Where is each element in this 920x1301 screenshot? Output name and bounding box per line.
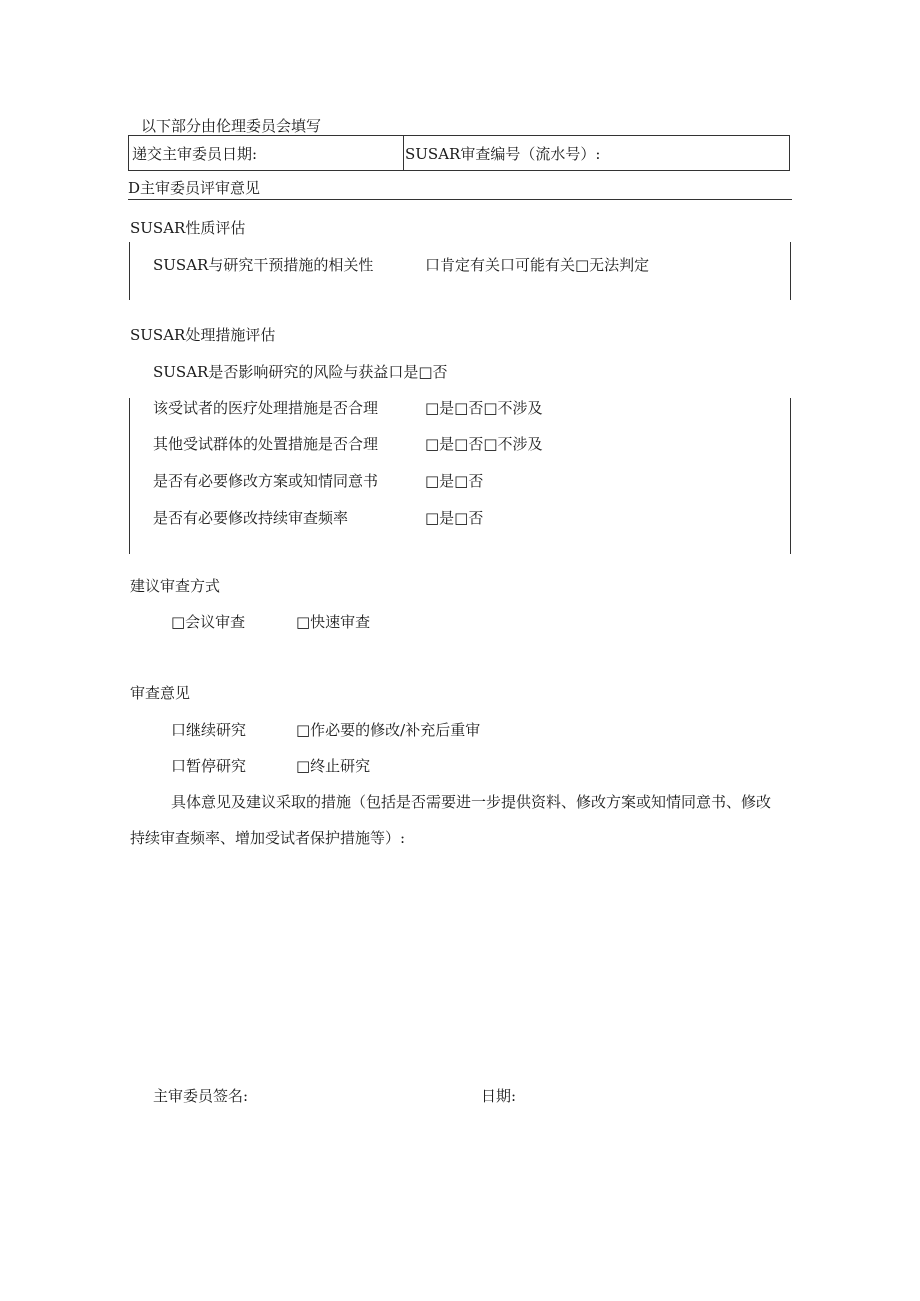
review-option-fast[interactable]: □快速审查 bbox=[296, 613, 371, 631]
table-divider bbox=[403, 136, 404, 170]
opinion-title: 审查意见 bbox=[130, 684, 191, 702]
review-option-meeting[interactable]: □会议审查 bbox=[171, 613, 246, 631]
handling-row-question: 是否有必要修改方案或知情同意书 bbox=[153, 472, 379, 490]
handling-right-border bbox=[790, 398, 791, 554]
section-d-underline bbox=[128, 199, 792, 200]
handling-row-options[interactable]: □是□否 bbox=[425, 472, 484, 490]
review-method-title: 建议审查方式 bbox=[130, 577, 221, 595]
handling-row-options[interactable]: □是□否 bbox=[425, 509, 484, 527]
risk-question[interactable]: SUSAR是否影响研究的风险与获益口是□否 bbox=[153, 363, 448, 381]
nature-left-border bbox=[129, 242, 130, 300]
opinion-option-terminate[interactable]: □终止研究 bbox=[296, 757, 371, 775]
opinion-option-modify[interactable]: □作必要的修改/补充后重审 bbox=[296, 721, 481, 739]
handling-row-options[interactable]: □是□否□不涉及 bbox=[425, 435, 543, 453]
section-d-title: D主审委员评审意见 bbox=[128, 179, 261, 197]
nature-right-border bbox=[790, 242, 791, 300]
header-note: 以下部分由伦理委员会填写 bbox=[141, 117, 322, 135]
submit-date-label: 递交主审委员日期: bbox=[132, 145, 258, 163]
nature-title: SUSAR性质评估 bbox=[130, 219, 246, 237]
signature-date-label: 日期: bbox=[481, 1087, 517, 1105]
submission-info-table bbox=[128, 135, 790, 171]
opinion-option-pause[interactable]: 口暂停研究 bbox=[171, 757, 247, 775]
handling-row-question: 该受试者的医疗处理措施是否合理 bbox=[153, 399, 379, 417]
opinion-detail-line2: 持续审查频率、增加受试者保护措施等）: bbox=[130, 829, 406, 847]
reviewer-signature-label: 主审委员签名: bbox=[153, 1087, 249, 1105]
handling-left-border bbox=[129, 398, 130, 554]
opinion-detail-line1: 具体意见及建议采取的措施（包括是否需要进一步提供资料、修改方案或知情同意书、修改 bbox=[171, 793, 772, 811]
handling-title: SUSAR处理措施评估 bbox=[130, 326, 276, 344]
opinion-option-continue[interactable]: 口继续研究 bbox=[171, 721, 247, 739]
nature-question: SUSAR与研究干预措施的相关性 bbox=[153, 256, 374, 274]
nature-options[interactable]: 口肯定有关口可能有关□无法判定 bbox=[425, 256, 650, 274]
susar-number-label: SUSAR审查编号（流水号）: bbox=[405, 145, 601, 163]
handling-row-options[interactable]: □是□否□不涉及 bbox=[425, 399, 543, 417]
handling-row-question: 其他受试群体的处置措施是否合理 bbox=[153, 435, 379, 453]
handling-row-question: 是否有必要修改持续审查频率 bbox=[153, 509, 349, 527]
